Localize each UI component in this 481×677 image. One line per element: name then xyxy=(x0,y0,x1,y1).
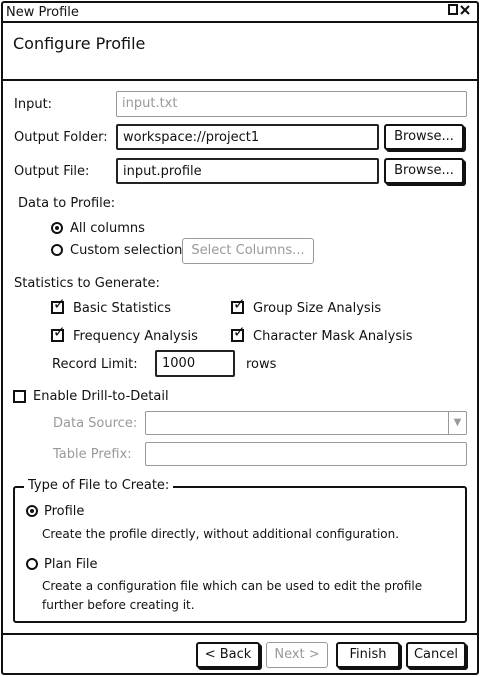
file-type-legend: Type of File to Create: xyxy=(24,478,173,493)
frequency-checkbox[interactable] xyxy=(51,329,64,342)
custom-selection-radio[interactable] xyxy=(51,244,63,256)
plan-file-description-line2: further before creating it. xyxy=(42,598,195,612)
page-title: Configure Profile xyxy=(13,34,146,53)
profile-description: Create the profile directly, without additional configuration. xyxy=(42,527,400,541)
restore-close-icon[interactable] xyxy=(448,4,472,16)
basic-statistics-checkbox[interactable] xyxy=(51,301,64,314)
profile-radio[interactable] xyxy=(26,505,38,517)
char-mask-checkbox[interactable] xyxy=(231,329,244,342)
plan-file-description-line1: Create a configuration file which can be used to edit the profile xyxy=(42,579,423,593)
all-columns-radio[interactable] xyxy=(51,222,63,234)
group-size-checkbox[interactable] xyxy=(231,301,244,314)
group-size-label[interactable]: Group Size Analysis xyxy=(253,301,382,316)
drill-to-detail-label[interactable]: Enable Drill-to-Detail xyxy=(33,389,169,404)
output-file-label: Output File: xyxy=(14,164,90,179)
data-to-profile-label: Data to Profile: xyxy=(18,196,116,211)
rows-label: rows xyxy=(246,357,277,372)
record-limit-label: Record Limit: xyxy=(52,357,138,372)
output-folder-label: Output Folder: xyxy=(14,130,108,145)
browse-file-button[interactable]: Browse... xyxy=(384,158,464,184)
custom-selection-label[interactable]: Custom selection xyxy=(70,243,183,258)
table-prefix-field[interactable] xyxy=(145,442,467,466)
finish-button[interactable]: Finish xyxy=(336,642,400,668)
window-controls[interactable] xyxy=(448,4,472,19)
statistics-label: Statistics to Generate: xyxy=(14,276,160,291)
data-source-label: Data Source: xyxy=(53,416,138,431)
input-label: Input: xyxy=(14,97,53,112)
output-folder-field[interactable]: workspace://project1 xyxy=(116,124,379,150)
plan-file-label[interactable]: Plan File xyxy=(44,557,98,572)
record-limit-field[interactable]: 1000 xyxy=(155,350,235,377)
basic-statistics-label[interactable]: Basic Statistics xyxy=(73,301,171,316)
drill-to-detail-checkbox[interactable] xyxy=(13,390,26,403)
table-prefix-label: Table Prefix: xyxy=(53,447,132,462)
char-mask-label[interactable]: Character Mask Analysis xyxy=(253,329,413,344)
next-button[interactable]: Next > xyxy=(266,642,328,668)
input-field: input.txt xyxy=(116,91,467,117)
window-title: New Profile xyxy=(6,5,79,20)
data-source-select[interactable] xyxy=(145,411,467,435)
browse-folder-button[interactable]: Browse... xyxy=(384,124,464,150)
all-columns-label[interactable]: All columns xyxy=(70,221,145,236)
plan-file-radio[interactable] xyxy=(26,558,38,570)
frequency-label[interactable]: Frequency Analysis xyxy=(73,329,198,344)
profile-label[interactable]: Profile xyxy=(44,504,85,519)
cancel-button[interactable]: Cancel xyxy=(406,642,466,668)
back-button[interactable]: < Back xyxy=(196,642,260,668)
footer-divider xyxy=(3,633,477,635)
chevron-down-icon[interactable]: ▼ xyxy=(448,412,466,434)
output-file-field[interactable]: input.profile xyxy=(116,158,379,184)
select-columns-button[interactable]: Select Columns... xyxy=(182,238,314,264)
